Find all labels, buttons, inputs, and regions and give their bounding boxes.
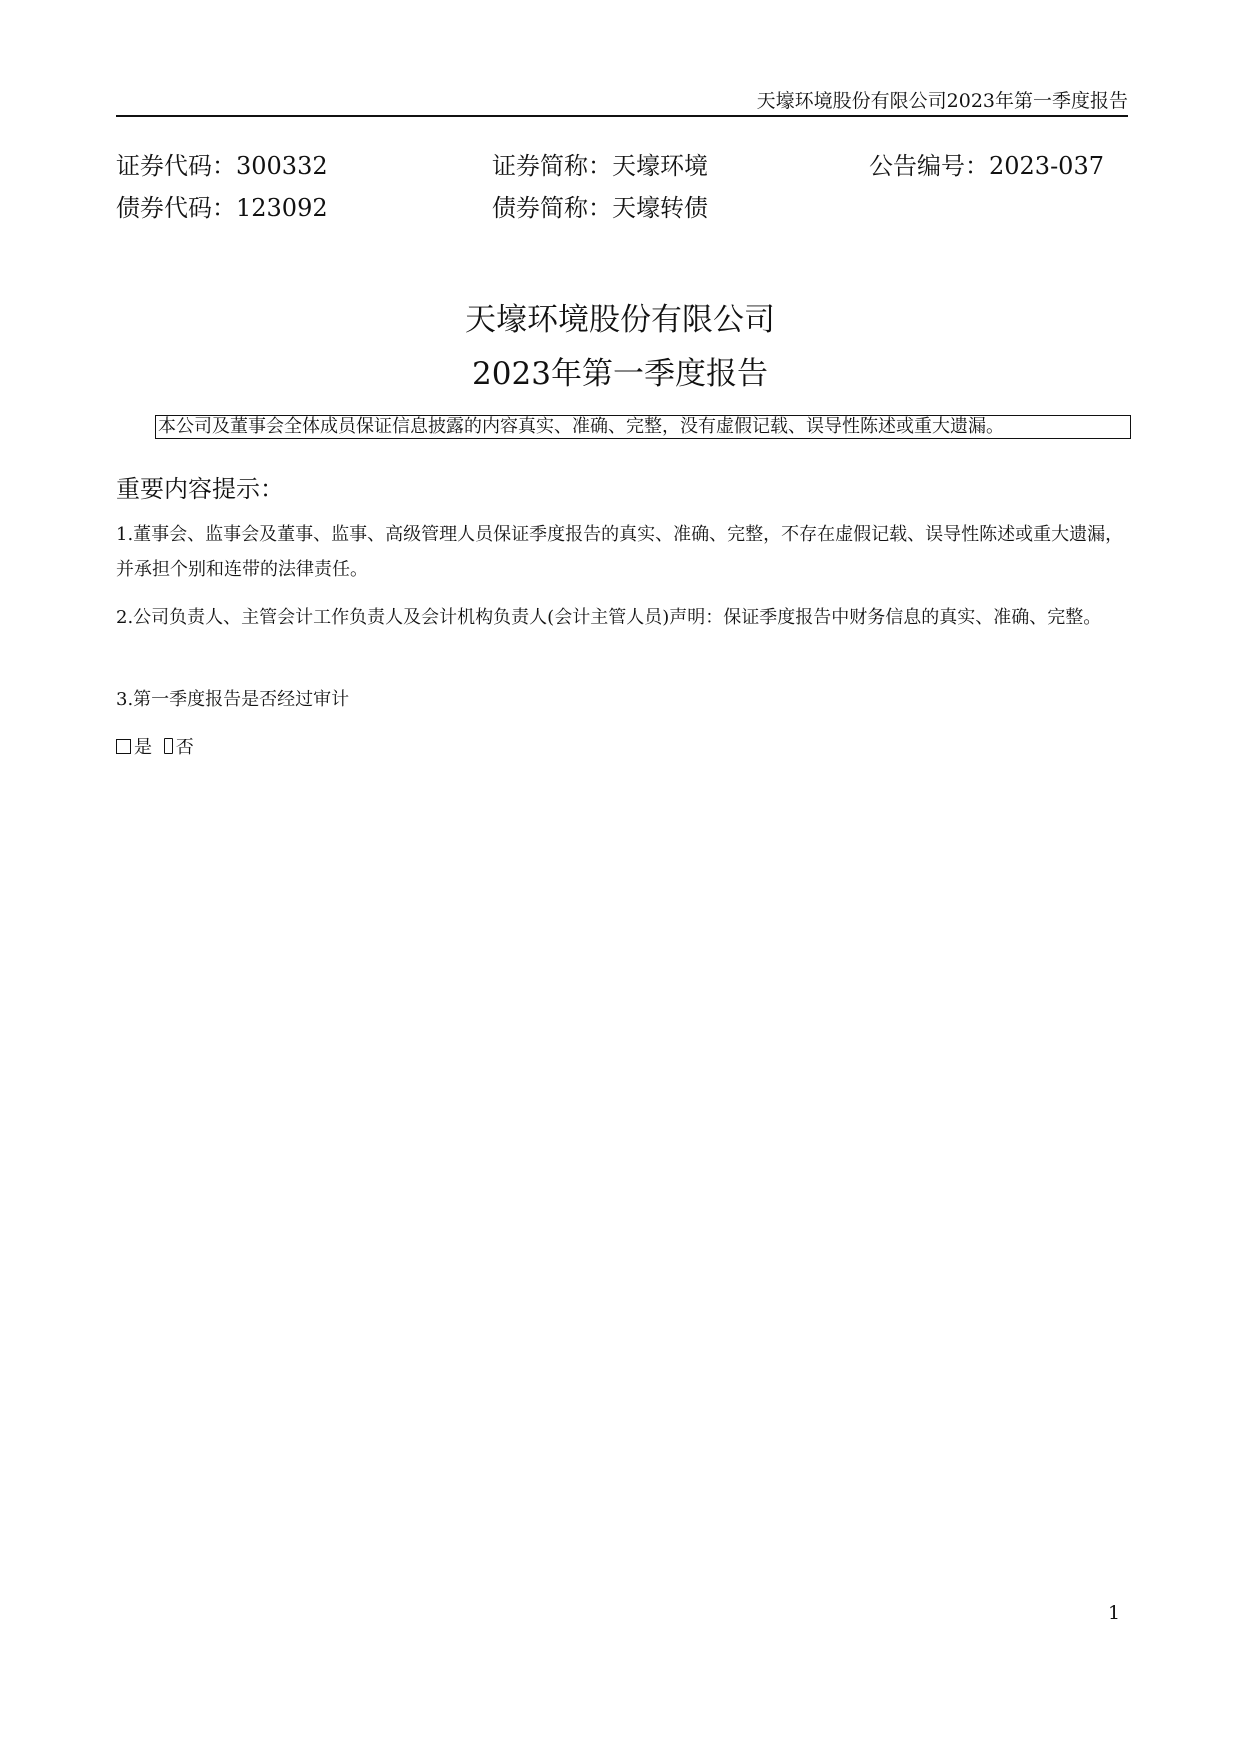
running-header: 天壕环境股份有限公司2023年第一季度报告 bbox=[756, 90, 1128, 112]
report-title: 2023年第一季度报告 bbox=[472, 356, 768, 392]
audit-yes-checkbox bbox=[116, 739, 131, 754]
audit-yes-label: 是 bbox=[134, 737, 152, 758]
announcement-number: 公告编号：2023-037 bbox=[869, 152, 1104, 180]
responsibility-notice: 本公司及董事会全体成员保证信息披露的内容真实、准确、完整，没有虚假记载、误导性陈述或重大遗漏。 bbox=[155, 415, 1131, 439]
highlight-item-2: 2.公司负责人、主管会计工作负责人及会计机构负责人(会计主管人员)声明：保证季度报告中财务信息的真实、准确、完整。 bbox=[116, 607, 1102, 628]
audit-checkbox-row bbox=[116, 734, 194, 762]
page-number: 1 bbox=[1108, 1602, 1121, 1624]
stock-short-name: 证券简称：天壕环境 bbox=[492, 152, 708, 180]
bond-short-name: 债券简称：天壕转债 bbox=[492, 194, 708, 222]
highlight-item-1: 1.董事会、监事会及董事、监事、高级管理人员保证季度报告的真实、准确、完整，不存在虚假记载、误导性陈述或重大遗漏，并承担个别和连带的法律责任。 bbox=[116, 524, 1124, 580]
audit-no-label: 否 bbox=[175, 737, 194, 758]
securities-info-row bbox=[116, 148, 1128, 184]
bond-code: 债券代码：123092 bbox=[116, 194, 328, 222]
section-heading: 重要内容提示： bbox=[116, 475, 284, 503]
bond-info-row bbox=[116, 190, 1128, 226]
highlight-item-3: 3.第一季度报告是否经过审计 bbox=[116, 689, 350, 710]
audit-no-checkbox bbox=[164, 738, 173, 754]
header-rule bbox=[116, 115, 1128, 117]
company-title: 天壕环境股份有限公司 bbox=[465, 302, 775, 338]
stock-code: 证券代码：300332 bbox=[116, 152, 328, 180]
